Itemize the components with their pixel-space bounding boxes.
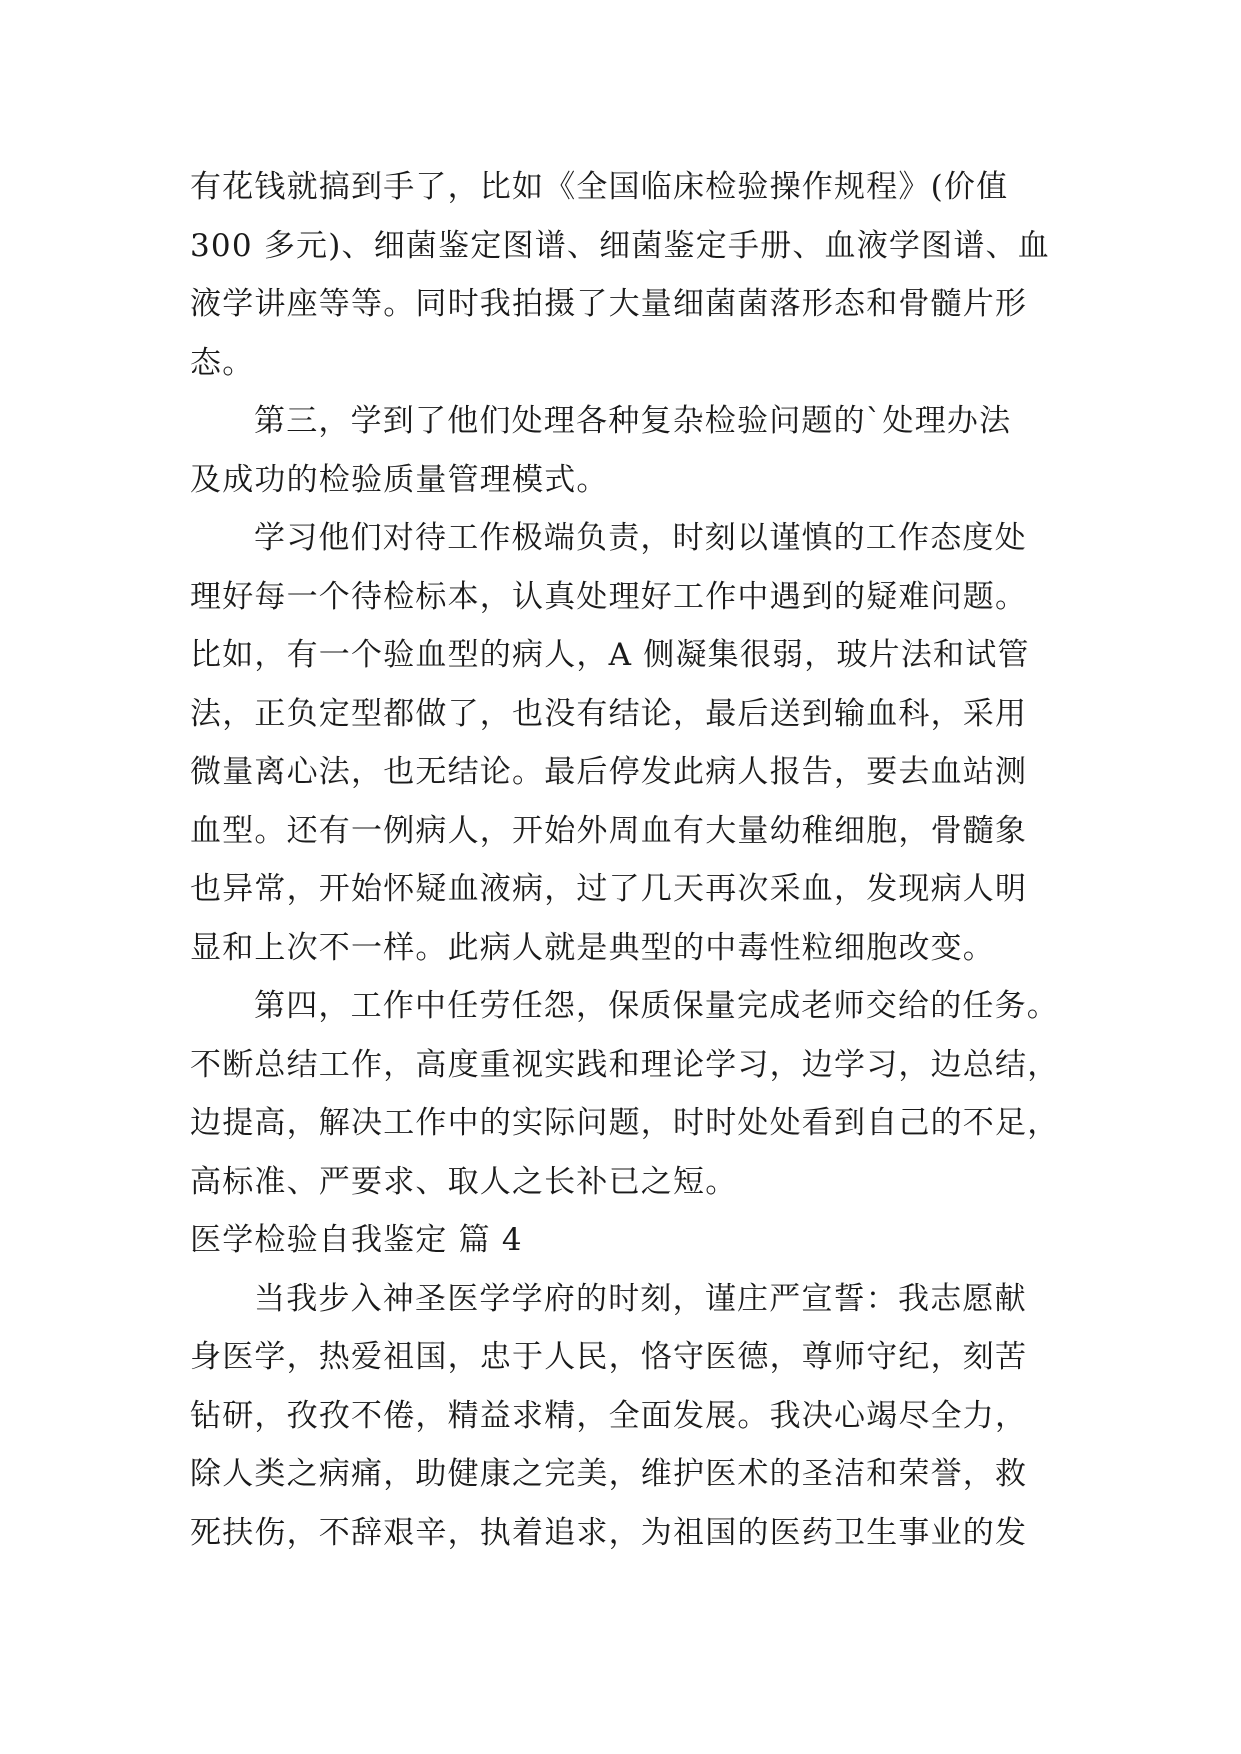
text-line: 高标准、严要求、取人之长补已之短。 [190, 1163, 738, 1200]
text-line: 死扶伤，不辞艰辛，执着追求，为祖国的医药卫生事业的发 [190, 1514, 1028, 1551]
text-line: 边提高，解决工作中的实际问题，时时处处看到自己的不足， [190, 1105, 1060, 1141]
text-line: 也异常，开始怀疑血液病，过了几天再次采血，发现病人明 [190, 871, 1028, 907]
text-line: 不断总结工作，高度重视实践和理论学习，边学习，边总结， [190, 1046, 1060, 1083]
paragraph-start-line: 第三，学到了他们处理各种复杂检验问题的`处理办法 [254, 403, 1012, 439]
paragraph-start-line: 第四，工作中任劳任怨，保质保量完成老师交给的任务。 [254, 988, 1059, 1024]
text-line: 及成功的检验质量管理模式。 [190, 461, 609, 498]
text-line: 钻研，孜孜不倦，精益求精，全面发展。我决心竭尽全力， [190, 1397, 1028, 1434]
text-line: 微量离心法，也无结论。最后停发此病人报告，要去血站测 [190, 754, 1028, 790]
text-line: 300 多元)、细菌鉴定图谱、细菌鉴定手册、血液学图谱、血 [190, 227, 1050, 264]
text-line: 理好每一个待检标本，认真处理好工作中遇到的疑难问题。 [190, 578, 1028, 615]
text-line: 态。 [190, 344, 255, 381]
paragraph-start-line: 学习他们对待工作极端负责，时刻以谨慎的工作态度处 [254, 520, 1027, 556]
text-line: 液学讲座等等。同时我拍摄了大量细菌菌落形态和骨髓片形 [190, 286, 1028, 322]
text-line: 有花钱就搞到手了，比如《全国临床检验操作规程》(价值 [190, 169, 1009, 205]
paragraph-start-line: 当我步入神圣医学学府的时刻，谨庄严宣誓：我志愿献 [254, 1280, 1027, 1317]
text-line: 比如，有一个验血型的病人，A 侧凝集很弱，玻片法和试管 [190, 637, 1030, 673]
document-body [190, 158, 1060, 1562]
text-line: 身医学，热爱祖国，忠于人民，恪守医德，尊师守纪，刻苦 [190, 1339, 1028, 1375]
text-line: 法，正负定型都做了，也没有结论，最后送到输血科，采用 [190, 695, 1028, 732]
section-heading: 医学检验自我鉴定 篇 4 [190, 1222, 523, 1258]
text-line: 除人类之病痛，助健康之完美，维护医术的圣洁和荣誉，救 [190, 1456, 1028, 1492]
text-line: 显和上次不一样。此病人就是典型的中毒性粒细胞改变。 [190, 929, 995, 966]
text-line: 血型。还有一例病人，开始外周血有大量幼稚细胞，骨髓象 [190, 812, 1028, 849]
